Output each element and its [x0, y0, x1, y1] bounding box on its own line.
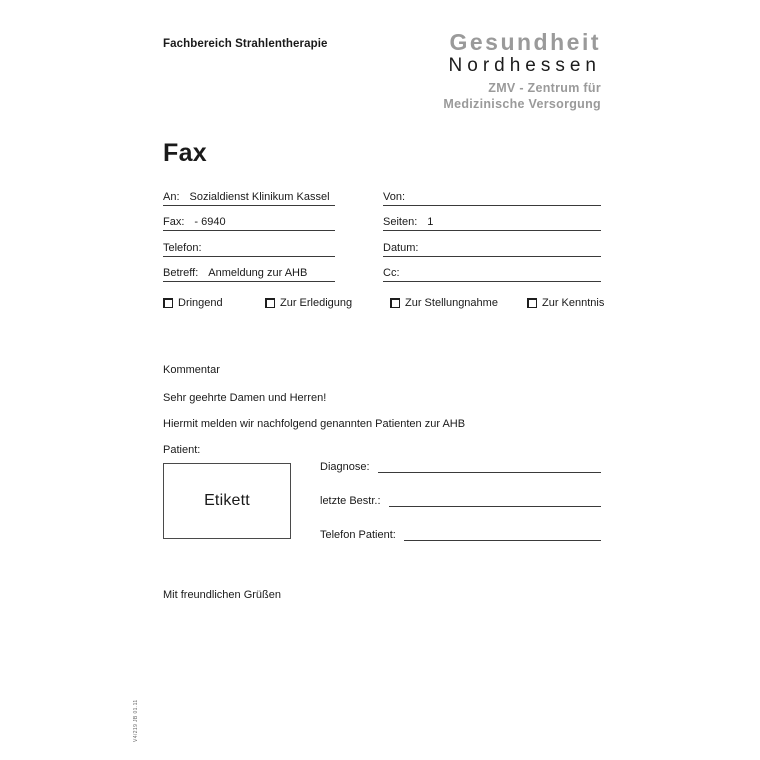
field-telefon-patient-label: Telefon Patient: [320, 529, 396, 541]
field-telefon-label: Telefon: [163, 242, 202, 254]
checkbox-zur-kenntnis-label: Zur Kenntnis [542, 297, 605, 309]
company-logo [443, 31, 601, 113]
field-seiten [383, 213, 601, 231]
field-telefon-patient-line [404, 527, 601, 541]
page-title: Fax [163, 139, 207, 167]
checkbox-icon [265, 298, 275, 308]
field-von [383, 188, 601, 206]
field-cc-label: Cc: [383, 267, 400, 279]
field-datum-label: Datum: [383, 242, 419, 254]
logo-brand-bottom: Nordhessen [448, 55, 601, 76]
checkbox-icon [163, 298, 173, 308]
field-telefon [163, 239, 335, 257]
field-betreff-label: Betreff: [163, 267, 199, 279]
field-letzte-bestr [320, 494, 601, 507]
field-diagnose [320, 460, 601, 473]
field-telefon-patient [320, 528, 601, 541]
etikett-label-box [163, 463, 291, 539]
etikett-text: Etikett [204, 492, 250, 509]
kommentar-label: Kommentar [163, 364, 220, 376]
field-letzte-bestr-label: letzte Bestr.: [320, 495, 381, 507]
patient-label: Patient: [163, 444, 201, 456]
checkbox-zur-kenntnis [527, 297, 604, 309]
logo-brand-top: Gesundheit [449, 29, 601, 55]
checkbox-zur-erledigung-label: Zur Erledigung [280, 297, 353, 309]
checkbox-zur-stellungnahme-label: Zur Stellungnahme [405, 297, 498, 309]
field-seiten-label: Seiten: [383, 216, 418, 228]
field-betreff-value: Anmeldung zur AHB [208, 267, 308, 279]
checkbox-dringend [163, 297, 223, 309]
checkbox-icon [390, 298, 400, 308]
form-code-vertical: V4/219 JB 01.11 [133, 699, 139, 742]
field-fax-value: - 6940 [194, 216, 226, 228]
field-fax-label: Fax: [163, 216, 185, 228]
field-diagnose-label: Diagnose: [320, 461, 370, 473]
department-title: Fachbereich Strahlentherapie [163, 38, 328, 50]
greeting-text: Sehr geehrte Damen und Herren! [163, 392, 327, 404]
field-an-value: Sozialdienst Klinikum Kassel [189, 191, 330, 203]
field-cc [383, 264, 601, 282]
field-diagnose-line [378, 459, 601, 473]
checkbox-icon [527, 298, 537, 308]
checkbox-zur-erledigung [265, 297, 352, 309]
field-fax [163, 213, 335, 231]
checkbox-dringend-label: Dringend [178, 297, 223, 309]
field-datum [383, 239, 601, 257]
checkbox-zur-stellungnahme [390, 297, 498, 309]
field-betreff [163, 264, 335, 282]
logo-subline-1: ZMV - Zentrum für [488, 81, 601, 95]
intro-text: Hiermit melden wir nachfolgend genannten Patienten zur AHB [163, 418, 466, 430]
logo-subline-2: Medizinische Versorgung [443, 97, 601, 112]
closing-text: Mit freundlichen Grüßen [163, 589, 281, 601]
field-an-label: An: [163, 191, 180, 203]
field-seiten-value: 1 [427, 216, 434, 228]
field-an [163, 188, 335, 206]
field-von-label: Von: [383, 191, 406, 203]
field-letzte-bestr-line [389, 493, 601, 507]
